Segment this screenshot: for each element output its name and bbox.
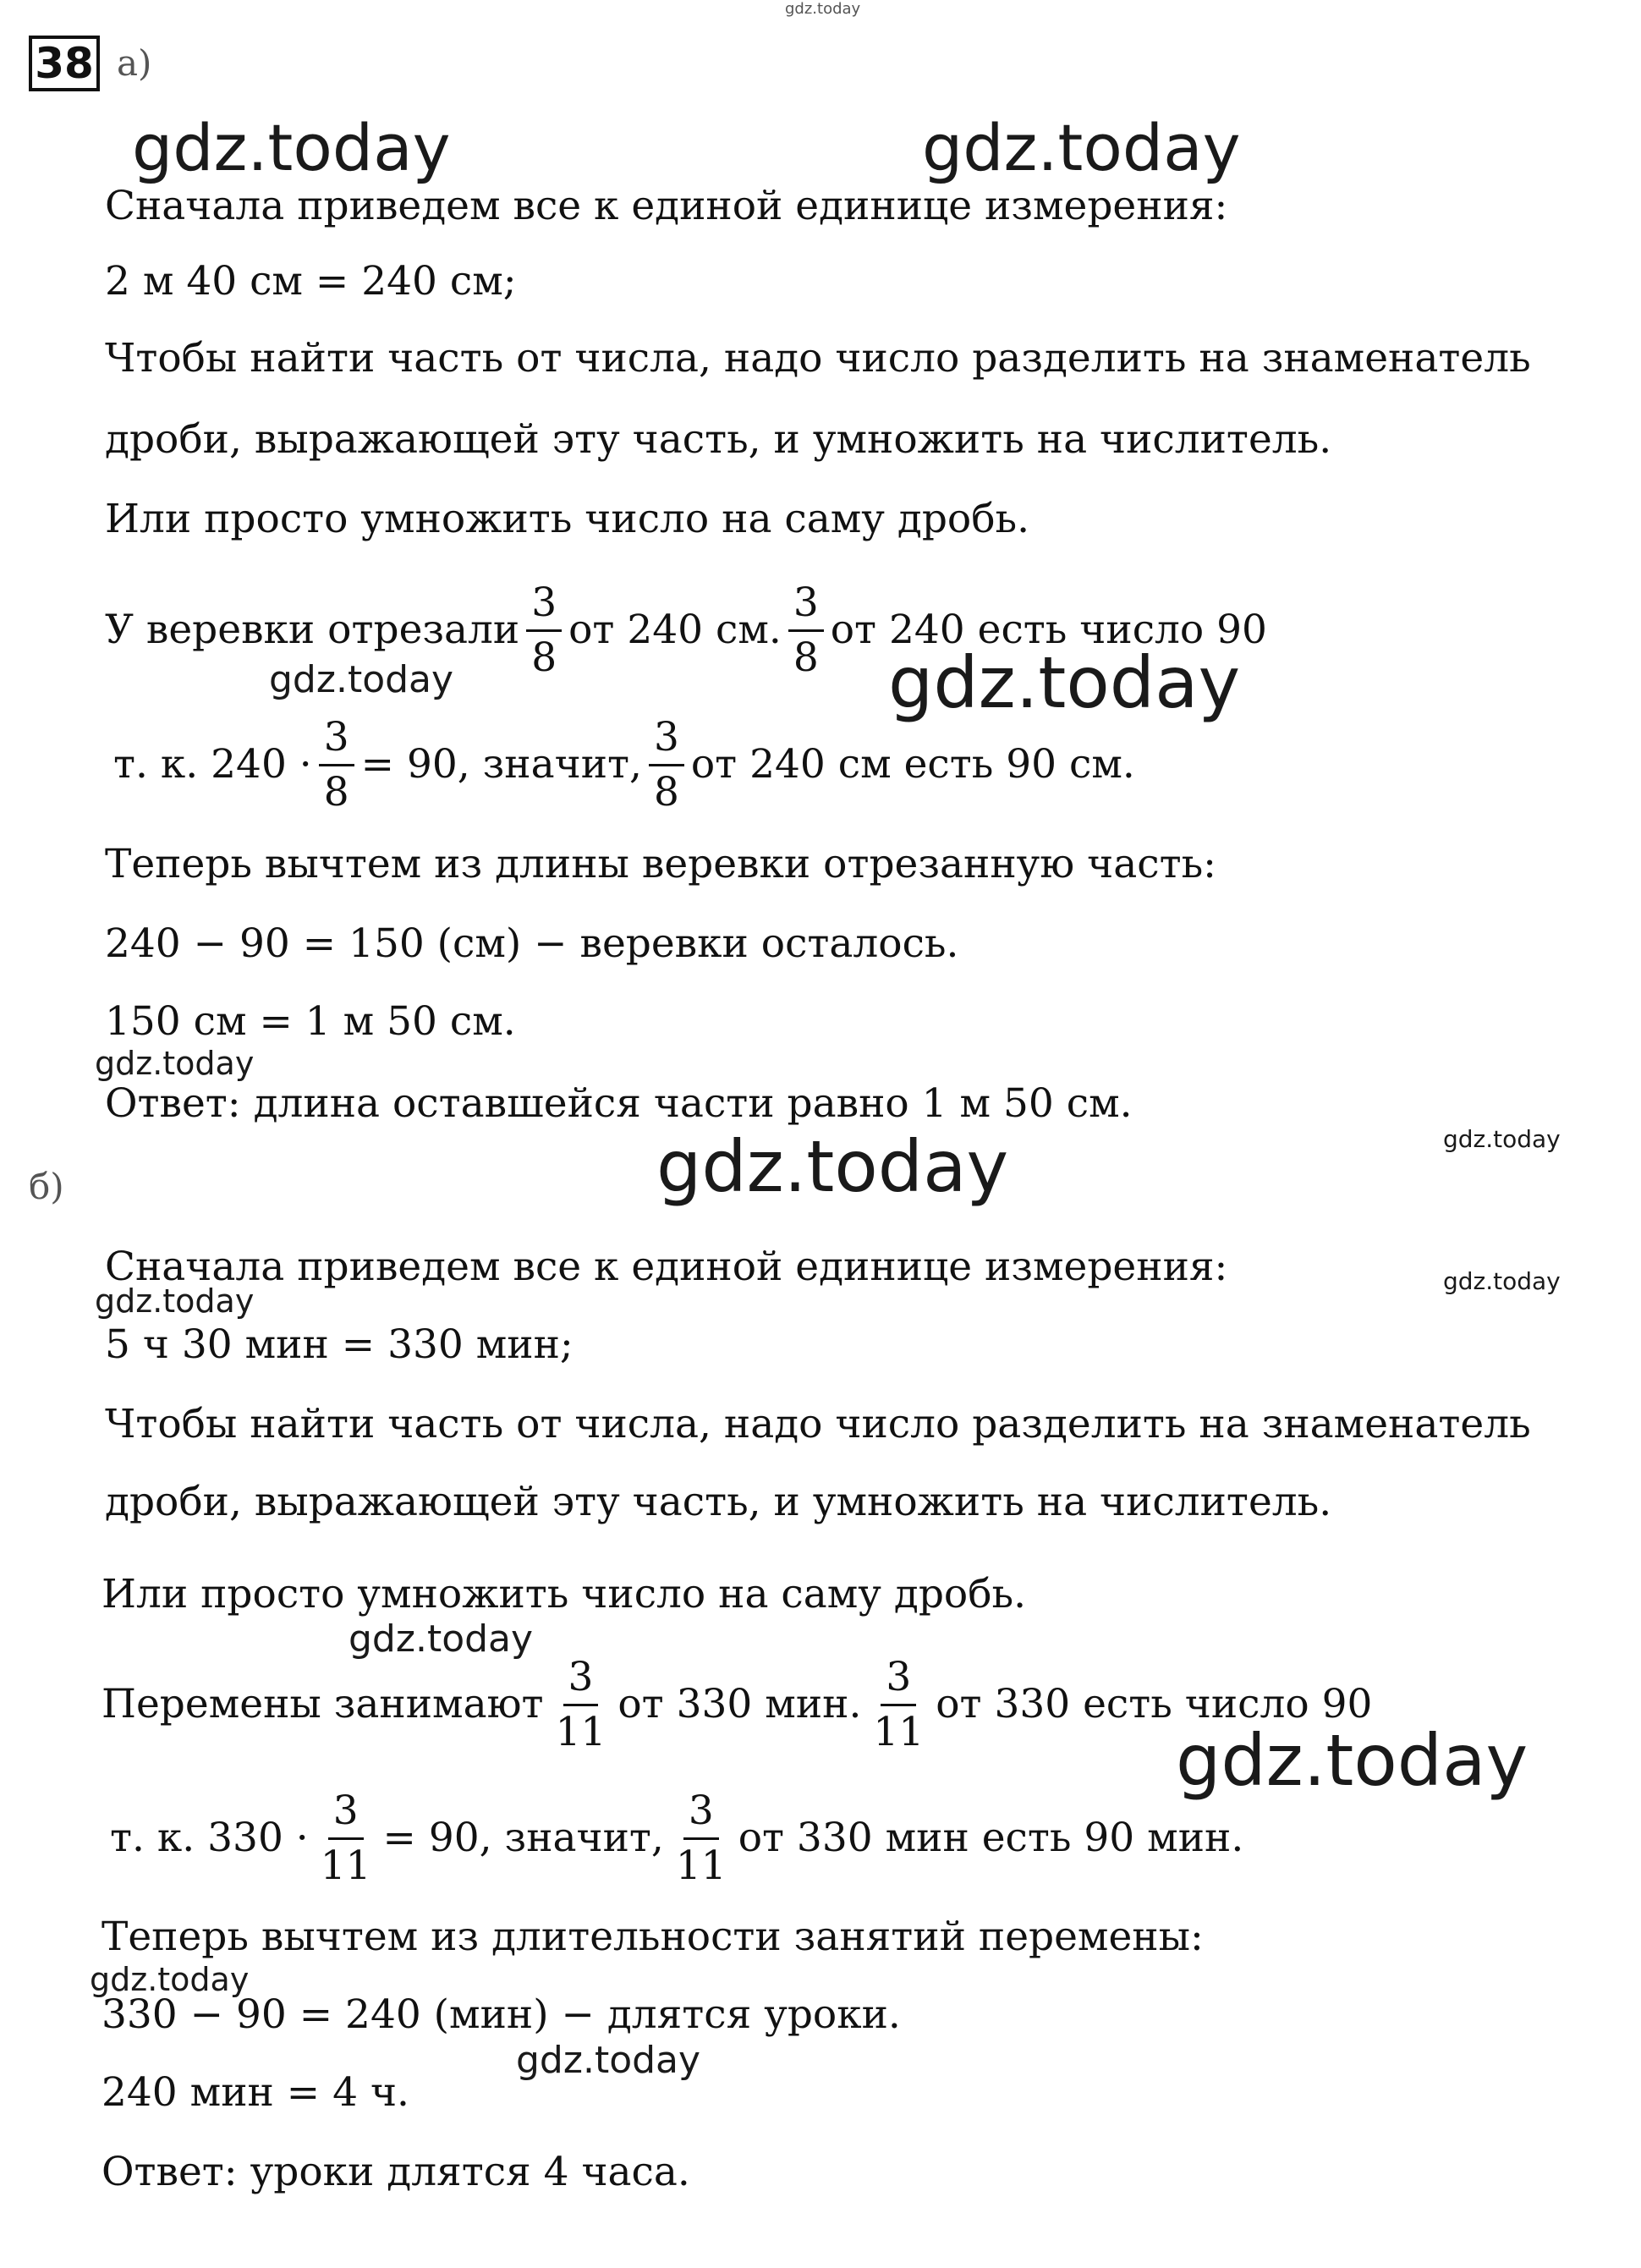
part-a-label: а) xyxy=(117,42,152,84)
part-a-line-4: дроби, выражающей эту часть, и умножить на числитель. xyxy=(105,416,1332,463)
part-a-line-7-text-c: от 240 см есть 90 см. xyxy=(690,741,1135,788)
fraction-3-8 xyxy=(649,711,684,819)
fraction-numerator: 3 xyxy=(683,1785,719,1840)
fraction-numerator: 3 xyxy=(526,577,562,632)
part-b-line-7-text-a: т. к. 330 · xyxy=(110,1815,309,1861)
watermark: gdz.today xyxy=(888,641,1241,724)
part-b-line-6-text-c: от 330 есть число 90 xyxy=(936,1681,1373,1727)
fraction-denominator: 8 xyxy=(653,768,679,815)
fraction-3-11 xyxy=(551,1651,612,1759)
part-b-line-1: Сначала приведем все к единой единице измерения: xyxy=(105,1244,1228,1290)
fraction-denominator: 8 xyxy=(323,768,349,815)
fraction-3-11 xyxy=(868,1651,929,1759)
fraction-denominator: 11 xyxy=(873,1708,925,1755)
fraction-denominator: 11 xyxy=(675,1842,727,1889)
part-b-line-7 xyxy=(110,1779,1243,1897)
part-b-line-6-text-b: от 330 мин. xyxy=(617,1681,862,1727)
problem-number-box: 38 xyxy=(29,36,100,91)
part-a-line-5: Или просто умножить число на саму дробь. xyxy=(105,496,1030,542)
watermark: gdz.today xyxy=(95,1282,255,1320)
part-b-line-8: Теперь вычтем из длительности занятий перемены: xyxy=(102,1914,1204,1960)
part-b-label: б) xyxy=(29,1166,64,1207)
part-a-line-2: 2 м 40 см = 240 см; xyxy=(105,258,517,305)
fraction-numerator: 3 xyxy=(881,1651,916,1706)
fraction-3-8 xyxy=(788,577,824,684)
fraction-denominator: 11 xyxy=(320,1842,371,1889)
fraction-numerator: 3 xyxy=(788,577,824,632)
part-b-line-2: 5 ч 30 мин = 330 мин; xyxy=(105,1321,574,1368)
fraction-denominator: 11 xyxy=(555,1708,606,1755)
fraction-numerator: 3 xyxy=(319,711,354,766)
watermark: gdz.today xyxy=(349,1617,534,1661)
part-a-line-8: Теперь вычтем из длины веревки отрезанную часть: xyxy=(105,841,1217,887)
part-b-line-7-text-c: от 330 мин есть 90 мин. xyxy=(738,1815,1244,1861)
fraction-numerator: 3 xyxy=(328,1785,364,1840)
watermark: gdz.today xyxy=(269,658,454,701)
watermark: gdz.today xyxy=(95,1045,255,1082)
watermark: gdz.today xyxy=(785,0,861,18)
watermark: gdz.today xyxy=(1176,1719,1528,1802)
fraction-numerator: 3 xyxy=(649,711,684,766)
part-a-line-11: Ответ: длина оставшейся части равно 1 м 50 см. xyxy=(105,1080,1133,1127)
watermark: gdz.today xyxy=(656,1125,1009,1208)
part-b-line-4: дроби, выражающей эту часть, и умножить на числитель. xyxy=(105,1479,1332,1525)
fraction-denominator: 8 xyxy=(793,634,819,681)
part-b-line-3: Чтобы найти часть от числа, надо число разделить на знаменатель xyxy=(105,1401,1531,1447)
part-b-line-7-text-b: = 90, значит, xyxy=(382,1815,664,1861)
watermark: gdz.today xyxy=(132,110,451,185)
part-b-line-5: Или просто умножить число на саму дробь. xyxy=(102,1571,1027,1617)
part-a-line-10: 150 см = 1 м 50 см. xyxy=(105,998,516,1045)
part-b-line-11: Ответ: уроки длятся 4 часа. xyxy=(102,2149,690,2195)
watermark: gdz.today xyxy=(922,110,1241,185)
part-a-line-7-text-a: т. к. 240 · xyxy=(113,741,312,788)
part-a-line-3: Чтобы найти часть от числа, надо число разделить на знаменатель xyxy=(105,335,1531,382)
fraction-3-11 xyxy=(316,1785,376,1892)
part-b-line-10: 240 мин = 4 ч. xyxy=(102,2069,409,2116)
watermark: gdz.today xyxy=(516,2039,701,2082)
fraction-3-11 xyxy=(671,1785,732,1892)
watermark: gdz.today xyxy=(1443,1125,1561,1153)
part-a-line-6-text-c: от 240 есть число 90 xyxy=(830,607,1267,653)
fraction-numerator: 3 xyxy=(563,1651,599,1706)
part-a-line-1: Сначала приведем все к единой единице измерения: xyxy=(105,183,1228,229)
part-b-line-9: 330 − 90 = 240 (мин) − длятся уроки. xyxy=(102,1991,901,2038)
fraction-denominator: 8 xyxy=(531,634,557,681)
fraction-3-8 xyxy=(319,711,354,819)
watermark: gdz.today xyxy=(1443,1267,1561,1295)
part-a-line-6-text-b: от 240 см. xyxy=(568,607,782,653)
part-b-line-6-text-a: Перемены занимают xyxy=(102,1681,544,1727)
watermark: gdz.today xyxy=(90,1961,250,1998)
part-a-line-7-text-b: = 90, значит, xyxy=(360,741,642,788)
part-a-line-9: 240 − 90 = 150 (см) − веревки осталось. xyxy=(105,920,959,967)
part-a-line-6-text-a: У веревки отрезали xyxy=(105,607,520,653)
fraction-3-8 xyxy=(526,577,562,684)
